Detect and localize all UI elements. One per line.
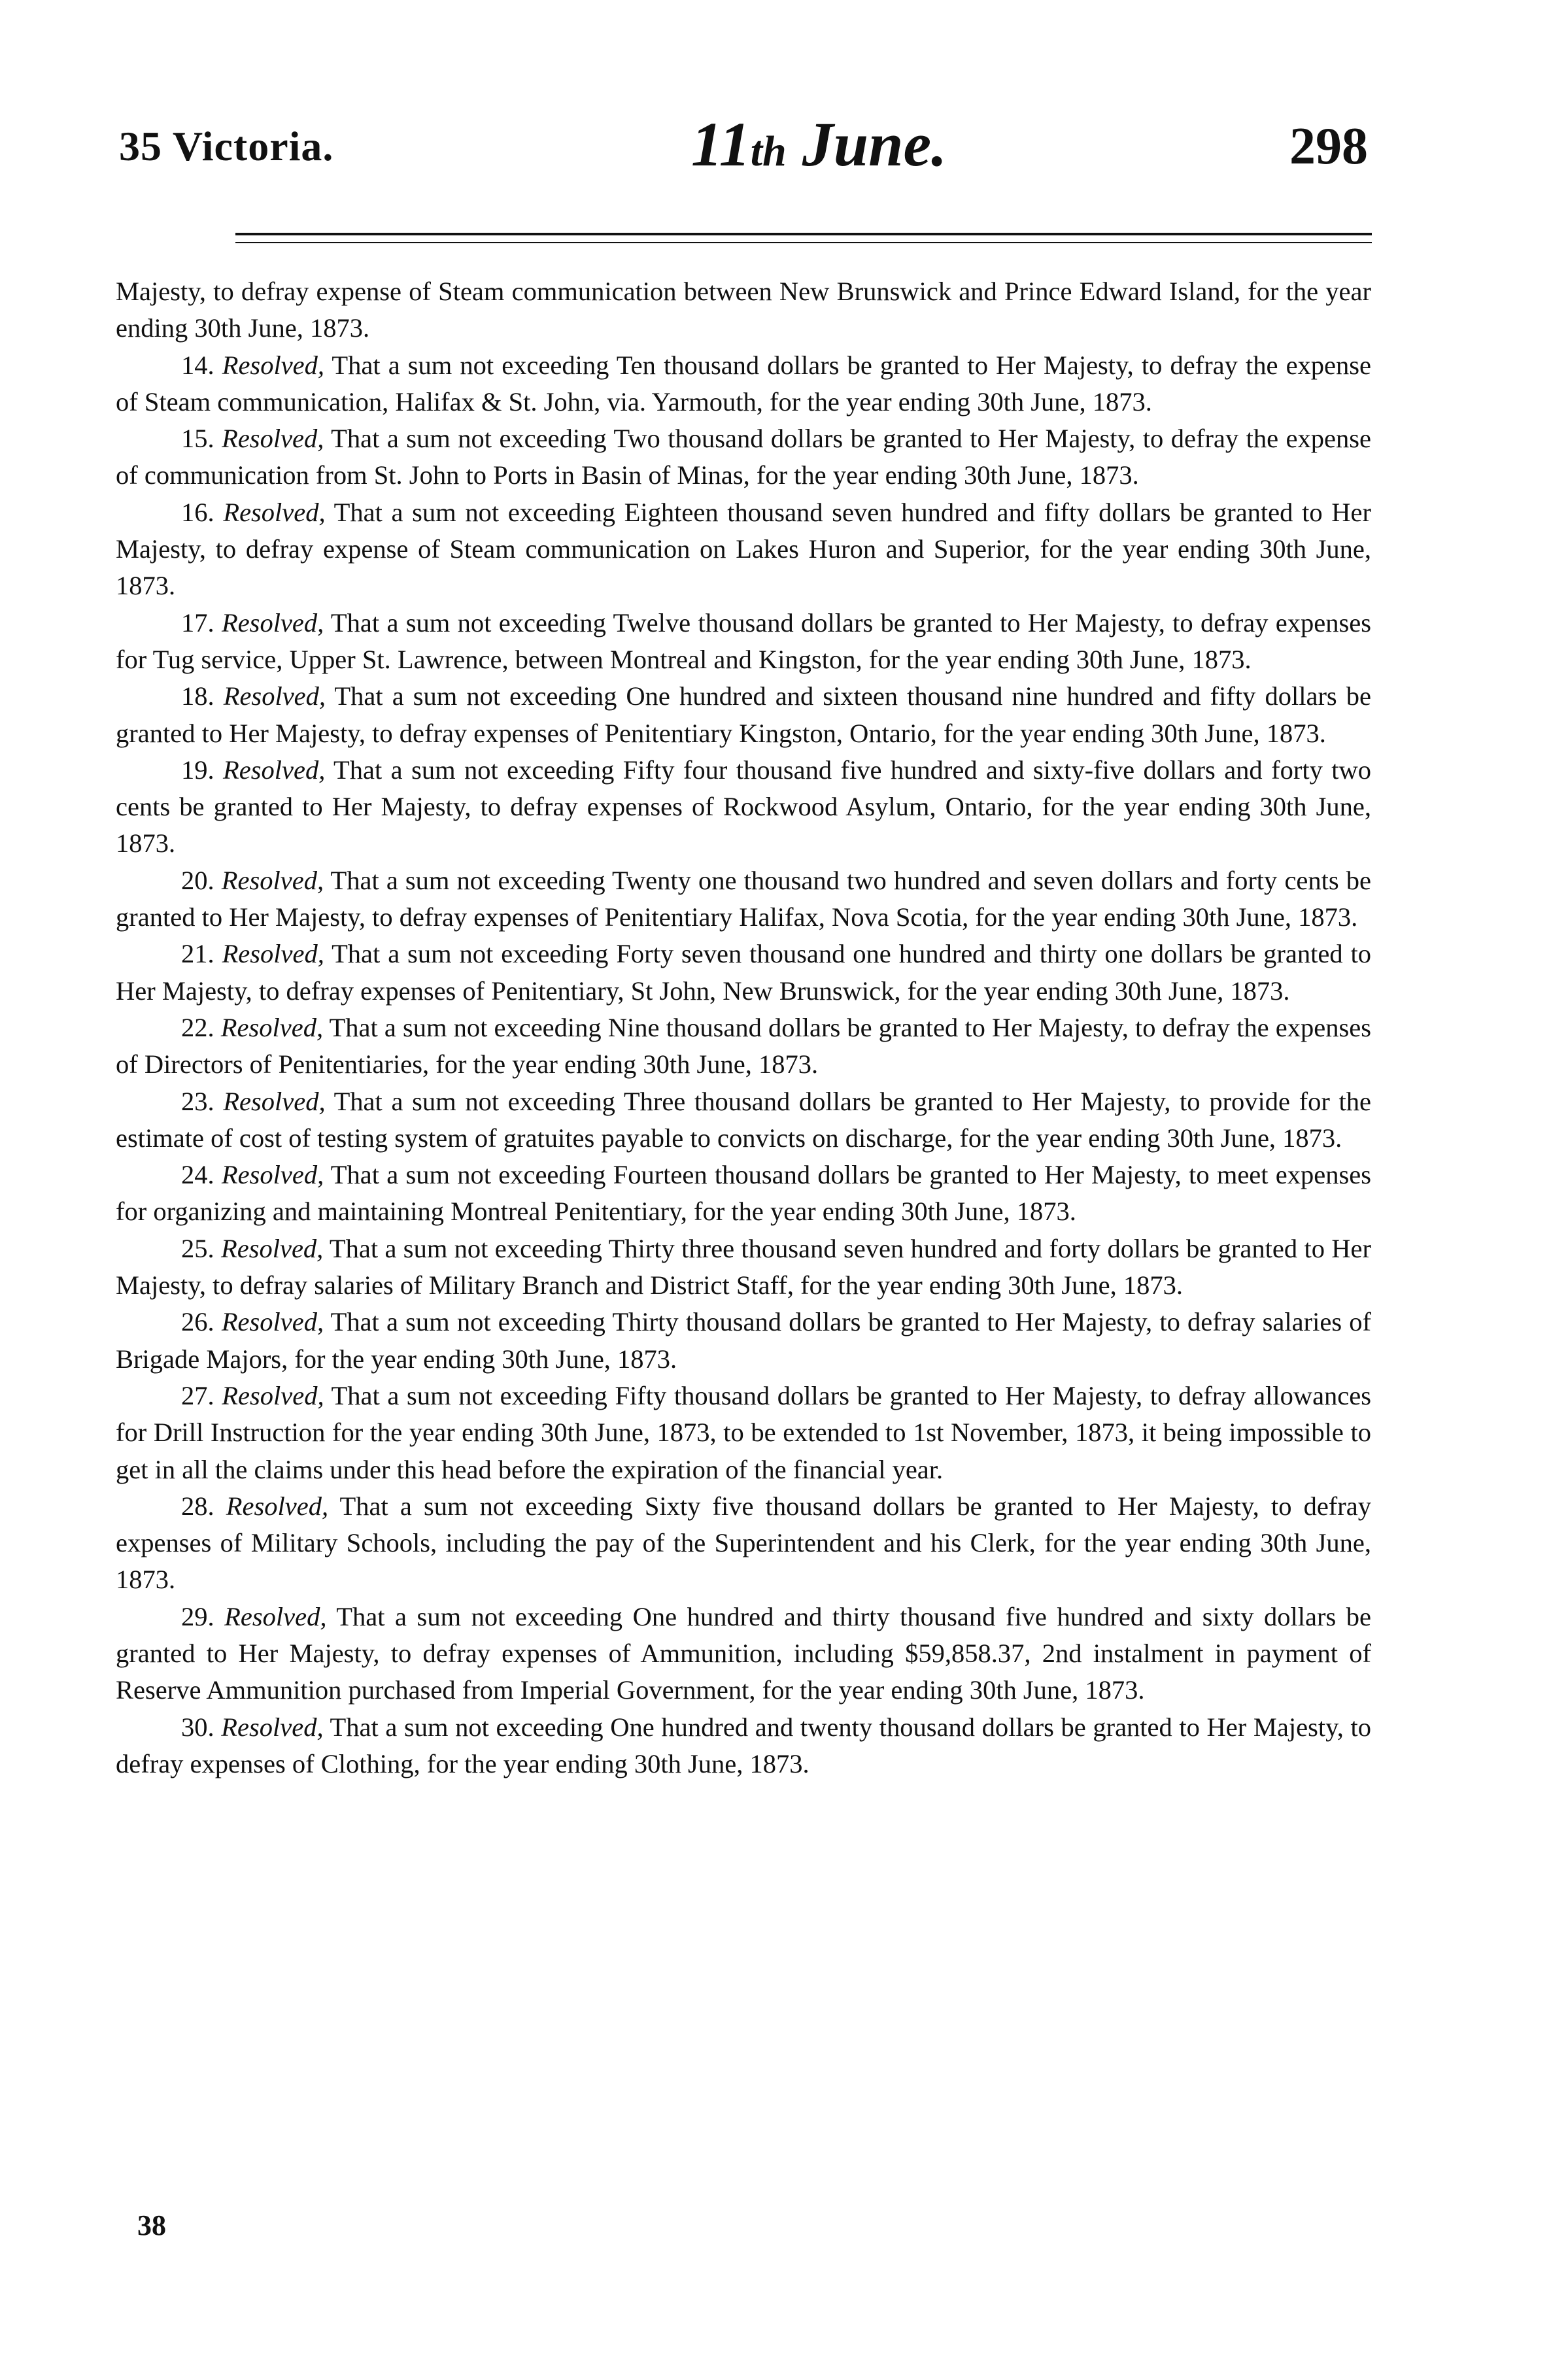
resolution-lead: Resolved, bbox=[221, 1712, 324, 1742]
resolution-paragraph bbox=[116, 494, 1371, 605]
header-rule-thin bbox=[235, 242, 1372, 243]
resolution-paragraph bbox=[116, 1709, 1371, 1783]
resolution-paragraph bbox=[116, 1488, 1371, 1599]
resolution-text: That a sum not exceeding Ten thousand dollars be granted to Her Majesty, to defray the expense of Steam communication, Halifax & St. John, via. Yarmouth, for the year ending 30th June, 1873. bbox=[116, 350, 1372, 416]
resolution-number: 28. bbox=[181, 1491, 214, 1521]
resolution-text: That a sum not exceeding One hundred and twenty thousand dollars be granted to Her Majesty, to defray expenses of Clothing, for the year ending 30th June, 1873. bbox=[116, 1712, 1372, 1778]
resolution-paragraph bbox=[116, 752, 1371, 862]
resolution-number: 23. bbox=[181, 1086, 214, 1116]
resolution-number: 14. bbox=[181, 350, 214, 380]
resolution-number: 18. bbox=[181, 681, 214, 711]
resolution-number: 16. bbox=[181, 497, 214, 527]
resolution-text: That a sum not exceeding One hundred and sixteen thousand nine hundred and fifty dollars be granted to Her Majesty, to defray expenses of Penitentiary Kingston, Ontario, for the year ending 30th June, 1873. bbox=[116, 681, 1371, 748]
resolution-text: That a sum not exceeding Fifty thousand dollars be granted to Her Majesty, to defray allowances for Drill Instruction for the year ending 30th June, 1873, to be extended to 1st November, 1873, it being impossible to get in all the claims under this head before the expiration of the financial year. bbox=[116, 1380, 1372, 1484]
resolution-text: That a sum not exceeding Fourteen thousand dollars be granted to Her Majesty, to meet expenses for organizing and maintaining Montreal Penitentiary, for the year ending 30th June, 1873. bbox=[116, 1160, 1371, 1227]
resolution-lead: Resolved, bbox=[223, 681, 326, 711]
resolution-text: That a sum not exceeding Thirty thousand dollars be granted to Her Majesty, to defray salaries of Brigade Majors, for the year ending 30th June, 1873. bbox=[116, 1307, 1371, 1374]
resolution-number: 21. bbox=[181, 939, 214, 969]
resolution-number: 26. bbox=[181, 1307, 214, 1337]
date-day: 11 bbox=[691, 109, 751, 179]
resolution-paragraph bbox=[116, 1083, 1371, 1157]
resolution-text: That a sum not exceeding Sixty five thousand dollars be granted to Her Majesty, to defray expenses of Military Schools, including the pay of the Superintendent and his Clerk, for the year ending 30th June, 1873. bbox=[116, 1491, 1372, 1595]
resolution-lead: Resolved, bbox=[226, 1491, 329, 1521]
resolution-text: That a sum not exceeding Forty seven thousand one hundred and thirty one dollars be granted to Her Majesty, to defray expenses of Penitentiary, St John, New Brunswick, for the year ending 30th June, 1873. bbox=[116, 939, 1371, 1006]
resolution-paragraph bbox=[116, 1010, 1371, 1083]
resolution-paragraph bbox=[116, 1304, 1371, 1378]
resolution-paragraph bbox=[116, 605, 1371, 679]
page-body bbox=[116, 273, 1371, 1782]
resolution-number: 15. bbox=[181, 424, 214, 454]
resolution-number: 20. bbox=[181, 865, 214, 895]
resolution-paragraph bbox=[116, 420, 1371, 494]
resolution-lead: Resolved, bbox=[223, 1086, 326, 1116]
page-header bbox=[119, 108, 1368, 186]
resolution-lead: Resolved, bbox=[221, 865, 324, 895]
regnal-year: 35 Victoria. bbox=[119, 123, 334, 169]
resolution-text: That a sum not exceeding Two thousand dollars be granted to Her Majesty, to defray the expense of communication from St. John to Ports in Basin of Minas, for the year ending 30th June, 1873. bbox=[116, 424, 1371, 490]
resolution-lead: Resolved, bbox=[224, 1601, 327, 1631]
resolution-number: 19. bbox=[181, 755, 214, 785]
resolution-paragraph bbox=[116, 1157, 1371, 1231]
date-suffix: th bbox=[750, 128, 787, 175]
resolution-paragraph bbox=[116, 347, 1371, 421]
resolution-text: That a sum not exceeding Nine thousand dollars be granted to Her Majesty, to defray the expenses of Directors of Penitentiaries, for the year ending 30th June, 1873. bbox=[116, 1012, 1371, 1080]
resolution-lead: Resolved, bbox=[222, 424, 324, 454]
resolution-text: That a sum not exceeding Fifty four thousand five hundred and sixty-five dollars and forty two cents be granted to Her Majesty, to defray expenses of Rockwood Asylum, Ontario, for the year ending 30th June, 1873. bbox=[116, 755, 1371, 858]
resolution-number: 30. bbox=[181, 1712, 214, 1742]
resolution-paragraph bbox=[116, 1231, 1371, 1304]
resolution-paragraph bbox=[116, 936, 1371, 1010]
resolution-number: 25. bbox=[181, 1233, 214, 1263]
resolution-lead: Resolved, bbox=[223, 755, 326, 785]
resolutions-list bbox=[116, 347, 1371, 1783]
resolution-paragraph bbox=[116, 1599, 1371, 1709]
resolution-paragraph bbox=[116, 678, 1371, 752]
page-date bbox=[691, 108, 947, 180]
resolution-text: That a sum not exceeding Twelve thousand dollars be granted to Her Majesty, to defray expenses for Tug service, Upper St. Lawrence, between Montreal and Kingston, for the year ending 30th June, 1873. bbox=[116, 607, 1371, 674]
header-rule-thick bbox=[235, 233, 1372, 235]
resolution-lead: Resolved, bbox=[221, 1160, 324, 1190]
resolution-text: That a sum not exceeding Eighteen thousand seven hundred and fifty dollars be granted to Her Majesty, to defray expense of Steam communication on Lakes Huron and Superior, for the year ending 30th June, 1873. bbox=[116, 497, 1372, 601]
resolution-text: That a sum not exceeding Three thousand dollars be granted to Her Majesty, to provide for the estimate of cost of testing system of gratuites payable to convicts on discharge, for the year ending 30th June, 1873. bbox=[116, 1086, 1371, 1153]
resolution-paragraph bbox=[116, 1378, 1371, 1488]
resolution-paragraph bbox=[116, 862, 1371, 936]
resolution-lead: Resolved, bbox=[220, 1012, 324, 1042]
resolution-lead: Resolved, bbox=[222, 939, 324, 969]
resolution-lead: Resolved, bbox=[223, 497, 326, 527]
resolution-text: That a sum not exceeding Twenty one thousand two hundred and seven dollars and forty cents be granted to Her Majesty, to defray expenses of Penitentiary Halifax, Nova Scotia, for the year ending 30th June, 1873. bbox=[116, 865, 1372, 932]
resolution-lead: Resolved, bbox=[222, 350, 325, 380]
resolution-text: That a sum not exceeding One hundred and thirty thousand five hundred and sixty dollars be granted to Her Majesty, to defray expenses of Ammunition, including $59,858.37, 2nd instalment in payment of Reserve Ammunition purchased from Imperial Government, for the year ending 30th June, 1873. bbox=[116, 1601, 1372, 1705]
resolution-text: That a sum not exceeding Thirty three thousand seven hundred and forty dollars be granted to Her Majesty, to defray salaries of Military Branch and District Staff, for the year ending 30th June, 1873. bbox=[116, 1233, 1372, 1300]
continued-paragraph: Majesty, to defray expense of Steam communication between New Brunswick and Prince Edward Island, for the year ending 30th June, 1873. bbox=[116, 277, 1371, 343]
page-number: 298 bbox=[1289, 118, 1368, 175]
resolution-number: 29. bbox=[181, 1601, 214, 1631]
resolution-lead: Resolved, bbox=[221, 607, 324, 638]
resolution-lead: Resolved, bbox=[221, 1307, 324, 1337]
resolution-number: 22. bbox=[181, 1012, 214, 1042]
resolution-number: 27. bbox=[181, 1380, 214, 1410]
date-month: June. bbox=[786, 109, 947, 179]
signature-mark: 38 bbox=[137, 2209, 166, 2241]
resolution-lead: Resolved, bbox=[220, 1233, 324, 1263]
resolution-number: 17. bbox=[181, 607, 214, 638]
resolution-lead: Resolved, bbox=[222, 1380, 324, 1410]
resolution-number: 24. bbox=[181, 1160, 214, 1190]
